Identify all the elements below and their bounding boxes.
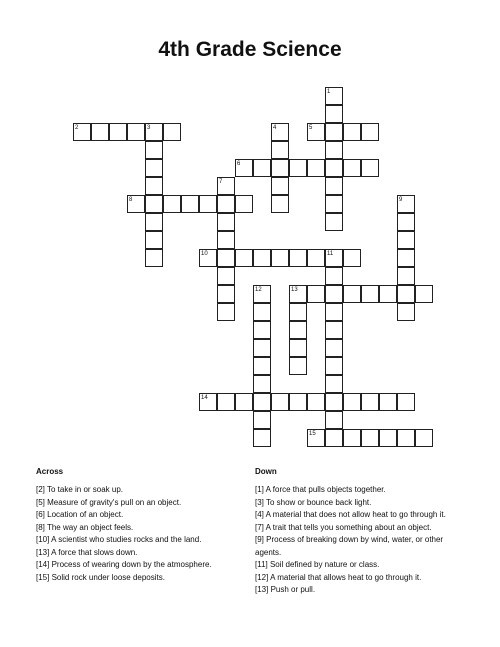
crossword-cell[interactable]	[343, 123, 361, 141]
across-clue: [6] Location of an object.	[36, 510, 124, 519]
crossword-cell[interactable]	[325, 339, 343, 357]
crossword-cell[interactable]	[325, 429, 343, 447]
crossword-cell[interactable]	[397, 393, 415, 411]
crossword-cell[interactable]	[361, 159, 379, 177]
crossword-cell[interactable]	[235, 195, 253, 213]
crossword-cell[interactable]	[235, 393, 253, 411]
crossword-cell[interactable]	[217, 393, 235, 411]
crossword-cell[interactable]	[307, 285, 325, 303]
clue-number: 1	[327, 89, 331, 95]
crossword-cell[interactable]	[397, 285, 415, 303]
down-clue: [4] A material that does not allow heat to go through it.	[255, 510, 446, 519]
clue-number: 14	[201, 395, 208, 401]
clue-number: 13	[291, 287, 298, 293]
crossword-cell[interactable]	[253, 249, 271, 267]
clue-number: 2	[75, 125, 79, 131]
crossword-cell[interactable]	[379, 285, 397, 303]
crossword-cell[interactable]	[325, 159, 343, 177]
crossword-cell[interactable]	[217, 303, 235, 321]
crossword-cell[interactable]	[361, 429, 379, 447]
crossword-cell[interactable]	[289, 321, 307, 339]
across-clue: [5] Measure of gravity's pull on an object.	[36, 497, 182, 507]
crossword-cell[interactable]	[271, 141, 289, 159]
down-clue: [11] Soil defined by nature or class.	[255, 560, 380, 569]
crossword-cell[interactable]	[361, 285, 379, 303]
crossword-cell[interactable]	[253, 321, 271, 339]
crossword-cell[interactable]	[307, 159, 325, 177]
crossword-cell[interactable]	[325, 375, 343, 393]
crossword-cell[interactable]	[145, 159, 163, 177]
crossword-cell[interactable]	[289, 249, 307, 267]
down-clue-list	[255, 484, 465, 597]
crossword-cell[interactable]	[217, 267, 235, 285]
crossword-cell[interactable]	[145, 177, 163, 195]
crossword-cell[interactable]	[253, 411, 271, 429]
crossword-cell[interactable]	[235, 249, 253, 267]
crossword-cell[interactable]	[397, 267, 415, 285]
down-clue: [7] A trait that tells you something about an object.	[255, 522, 432, 532]
crossword-cell[interactable]	[307, 249, 325, 267]
clue-number: 6	[237, 161, 241, 167]
crossword-cell[interactable]	[271, 159, 289, 177]
crossword-cell[interactable]	[343, 159, 361, 177]
crossword-cell[interactable]	[127, 123, 145, 141]
clue-number: 7	[219, 179, 223, 185]
crossword-cell[interactable]	[109, 123, 127, 141]
crossword-cell[interactable]	[325, 141, 343, 159]
clue-number: 3	[147, 125, 151, 131]
crossword-cell[interactable]	[325, 303, 343, 321]
crossword-cell[interactable]	[145, 231, 163, 249]
crossword-cell[interactable]	[253, 303, 271, 321]
crossword-cell[interactable]	[325, 393, 343, 411]
down-clue: [3] To show or bounce back light.	[255, 497, 372, 507]
crossword-cell[interactable]	[145, 195, 163, 213]
crossword-cell[interactable]	[253, 339, 271, 357]
crossword-cell[interactable]	[217, 231, 235, 249]
crossword-cell[interactable]	[325, 213, 343, 231]
across-clue: [2] To take in or soak up.	[36, 485, 124, 494]
down-heading: Down	[255, 467, 277, 476]
clue-number: 11	[327, 251, 334, 257]
crossword-cell[interactable]	[289, 393, 307, 411]
crossword-cell[interactable]	[91, 123, 109, 141]
down-clue: [13] Push or pull.	[255, 585, 316, 594]
clue-number: 8	[129, 197, 133, 203]
crossword-cell[interactable]	[253, 375, 271, 393]
crossword-cell[interactable]	[217, 195, 235, 213]
across-clue: [15] Solid rock under loose deposits.	[36, 572, 165, 582]
crossword-cell[interactable]	[325, 285, 343, 303]
crossword-cell[interactable]	[271, 393, 289, 411]
down-clue: [1] A force that pulls objects together.	[255, 485, 386, 494]
clue-number: 9	[399, 197, 403, 203]
crossword-cell[interactable]	[271, 249, 289, 267]
crossword-cell[interactable]	[397, 213, 415, 231]
crossword-cell[interactable]	[325, 321, 343, 339]
crossword-cell[interactable]	[253, 159, 271, 177]
crossword-cell[interactable]	[217, 285, 235, 303]
crossword-cell[interactable]	[343, 249, 361, 267]
crossword-cell[interactable]	[343, 393, 361, 411]
crossword-cell[interactable]	[379, 393, 397, 411]
crossword-cell[interactable]	[397, 303, 415, 321]
crossword-cell[interactable]	[289, 303, 307, 321]
across-clue: [8] The way an object feels.	[36, 522, 134, 532]
crossword-cell[interactable]	[253, 429, 271, 447]
crossword-cell[interactable]	[343, 285, 361, 303]
crossword-cell[interactable]	[361, 123, 379, 141]
crossword-cell[interactable]	[361, 393, 379, 411]
crossword-cell[interactable]	[325, 195, 343, 213]
crossword-cell[interactable]	[307, 393, 325, 411]
crossword-cell[interactable]	[289, 339, 307, 357]
crossword-cell[interactable]	[271, 195, 289, 213]
page-title: 4th Grade Science	[158, 38, 342, 61]
crossword-cell[interactable]	[325, 105, 343, 123]
down-clue: [9] Process of breaking down by wind, water, or other agents.	[255, 535, 444, 557]
crossword-cell[interactable]	[163, 195, 181, 213]
crossword-cell[interactable]	[145, 249, 163, 267]
crossword-cell[interactable]	[325, 411, 343, 429]
crossword-cell[interactable]	[325, 177, 343, 195]
across-clue: [14] Process of wearing down by the atmosphere.	[36, 560, 212, 569]
crossword-cell[interactable]	[217, 249, 235, 267]
crossword-cell[interactable]	[343, 429, 361, 447]
crossword-cell[interactable]	[145, 213, 163, 231]
across-heading: Across	[36, 467, 64, 476]
clue-number: 15	[309, 431, 316, 437]
crossword-cell[interactable]	[415, 429, 433, 447]
clue-number: 10	[201, 251, 208, 257]
crossword-cell[interactable]	[397, 249, 415, 267]
across-clue: [10] A scientist who studies rocks and the land.	[36, 535, 202, 544]
crossword-cell[interactable]	[217, 213, 235, 231]
crossword-cell[interactable]	[253, 357, 271, 375]
clue-number: 4	[273, 125, 277, 131]
crossword-cell[interactable]	[289, 357, 307, 375]
crossword-cell[interactable]	[289, 159, 307, 177]
crossword-cell[interactable]	[397, 429, 415, 447]
crossword-cell[interactable]	[325, 123, 343, 141]
crossword-cell[interactable]	[199, 195, 217, 213]
clue-number: 12	[255, 287, 262, 293]
crossword-cell[interactable]	[325, 357, 343, 375]
crossword-cell[interactable]	[397, 231, 415, 249]
crossword-cell[interactable]	[415, 285, 433, 303]
across-clue: [13] A force that slows down.	[36, 547, 138, 557]
crossword-cell[interactable]	[379, 429, 397, 447]
crossword-cell[interactable]	[145, 141, 163, 159]
down-clue: [12] A material that allows heat to go through it.	[255, 572, 422, 582]
across-clue-list	[36, 484, 246, 584]
clue-number: 5	[309, 125, 313, 131]
crossword-cell[interactable]	[325, 267, 343, 285]
crossword-cell[interactable]	[181, 195, 199, 213]
crossword-cell[interactable]	[163, 123, 181, 141]
crossword-cell[interactable]	[271, 177, 289, 195]
crossword-cell[interactable]	[253, 393, 271, 411]
